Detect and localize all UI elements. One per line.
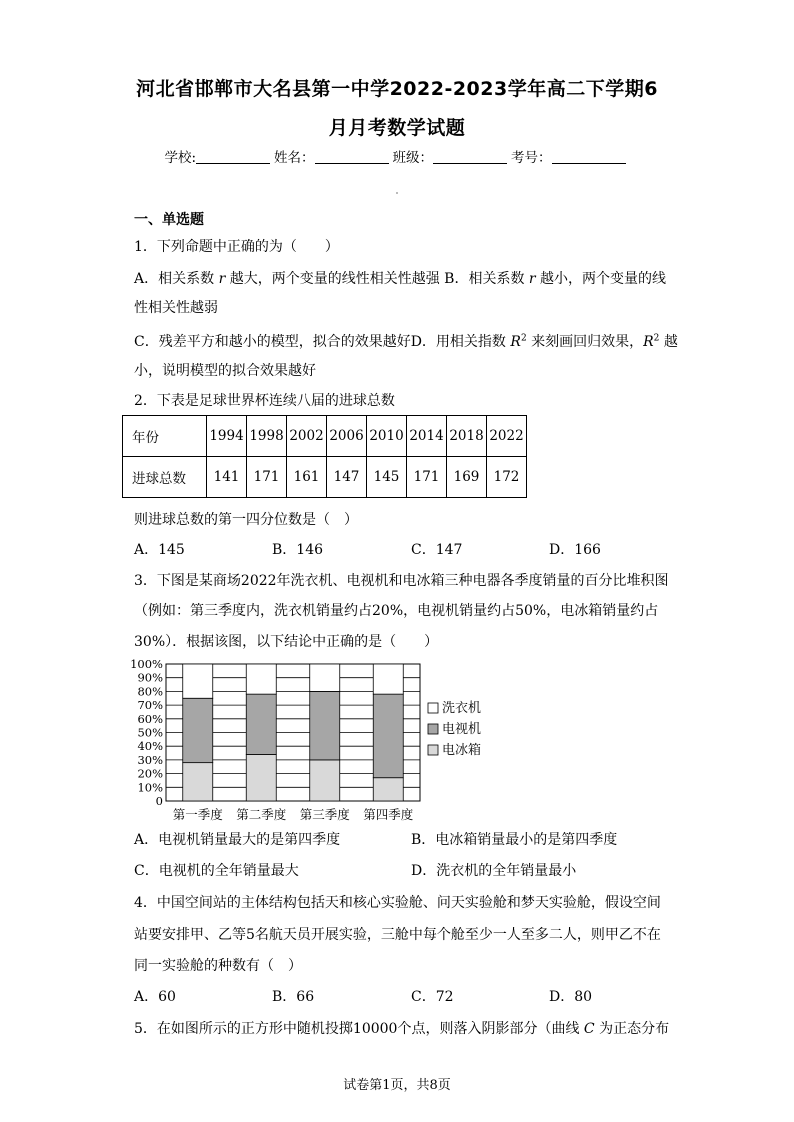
q3-line3: 30%）．根据该图，以下结论中正确的是（ ） <box>134 634 439 650</box>
table-cell: 2014 <box>407 416 447 457</box>
table-cell: 141 <box>207 457 247 498</box>
q1-var-r2: r <box>528 271 536 287</box>
q3-option-c[interactable]: C．电视机的全年销量最大 <box>134 863 299 879</box>
bar-segment <box>183 698 213 762</box>
q1-option-b-text: 越大，两个变量的线性相关性越强 B．相关系数 <box>225 271 529 287</box>
class-field[interactable] <box>433 151 507 164</box>
legend-swatch <box>428 703 438 713</box>
q5-text-a: 5．在如图所示的正方形中随机投掷10000个点，则落入阴影部分（曲线 <box>134 1021 584 1037</box>
q4-line1: 4．中国空间站的主体结构包括天和核心实验舱、问天实验舱和梦天实验舱，假设空间 <box>134 895 661 911</box>
y-tick-label: 100% <box>130 657 163 671</box>
q4-option-a[interactable]: A．60 <box>134 989 176 1005</box>
q1-options-ab <box>134 268 666 288</box>
q1-option-b-end: 越小，两个变量的线 <box>535 271 667 287</box>
table-row <box>123 416 527 457</box>
q3-line2: （例如：第三季度内，洗衣机销量约占20%，电视机销量约占50%，电冰箱销量约占 <box>134 603 659 619</box>
exam-title-line1: 河北省邯郸市大名县第一中学2022-2023学年高二下学期6 <box>136 78 658 100</box>
table-cell: 169 <box>447 457 487 498</box>
table-cell: 171 <box>407 457 447 498</box>
q3-option-a[interactable]: A．电视机销量最大的是第四季度 <box>134 832 341 848</box>
q2-stem: 2．下表是足球世界杯连续八届的进球总数 <box>134 393 395 409</box>
q3-option-d[interactable]: D．洗衣机的全年销量最小 <box>411 863 577 879</box>
exam-title-line2: 月月考数学试题 <box>328 117 466 139</box>
q2-option-d[interactable]: D．166 <box>549 542 601 558</box>
table-cell: 2010 <box>367 416 407 457</box>
y-tick-label: 60% <box>137 711 163 726</box>
x-tick-label: 第一季度 <box>172 807 223 822</box>
table-cell: 172 <box>487 457 527 498</box>
x-tick-label: 第三季度 <box>299 807 350 822</box>
y-tick-label: 40% <box>137 739 163 754</box>
y-tick-label: 50% <box>137 725 163 740</box>
table-cell: 2022 <box>487 416 527 457</box>
decorative-dot <box>396 192 398 194</box>
page-footer: 试卷第1页，共8页 <box>343 1078 451 1093</box>
table-row <box>123 457 527 498</box>
school-label: 学校: <box>164 150 197 166</box>
y-tick-label: 30% <box>137 752 163 767</box>
legend-swatch <box>428 745 438 755</box>
worldcup-goals-table <box>122 415 527 498</box>
table-cell: 1998 <box>247 416 287 457</box>
q4-option-b[interactable]: B．66 <box>272 989 315 1005</box>
stacked-bar-chart <box>122 657 492 827</box>
q4-option-d[interactable]: D．80 <box>549 989 593 1005</box>
legend-label: 洗衣机 <box>442 701 482 716</box>
q1-var-R: R <box>510 334 521 350</box>
q1-options-cd <box>134 331 678 351</box>
bar-segment <box>246 664 276 694</box>
table-cell: 1994 <box>207 416 247 457</box>
y-tick-label: 70% <box>137 698 163 713</box>
number-field[interactable] <box>552 151 626 164</box>
q1-stem: 1．下列命题中正确的为（ ） <box>134 239 339 255</box>
table-cell: 2006 <box>327 416 367 457</box>
table-row-header: 进球总数 <box>123 457 207 498</box>
bar-segment <box>373 694 403 778</box>
q3-option-b[interactable]: B．电冰箱销量最小的是第四季度 <box>411 832 618 848</box>
legend-label: 电视机 <box>442 722 482 737</box>
number-label: 考号： <box>511 150 552 166</box>
section-heading: 一、单选题 <box>134 212 204 228</box>
table-cell: 147 <box>327 457 367 498</box>
y-tick-label: 20% <box>137 766 163 781</box>
q5-line1 <box>134 1018 669 1038</box>
table-row-header: 年份 <box>123 416 207 457</box>
bar-segment <box>183 763 213 801</box>
q1-option-d-end: 越 <box>659 334 678 350</box>
table-cell: 2018 <box>447 416 487 457</box>
x-tick-label: 第二季度 <box>236 807 287 822</box>
bar-segment <box>246 694 276 754</box>
bar-segment <box>373 778 403 801</box>
q5-text-b: 为正态分布 <box>594 1021 670 1037</box>
q2-question: 则进球总数的第一四分位数是（ ） <box>134 512 358 528</box>
class-label: 班级： <box>392 150 434 166</box>
q1-option-d-cont: 小，说明模型的拟合效果越好 <box>134 363 316 379</box>
bar-segment <box>310 664 340 691</box>
y-tick-label: 0 <box>155 794 163 808</box>
table-cell: 145 <box>367 457 407 498</box>
table-cell: 2002 <box>287 416 327 457</box>
q1-sup-2: 2 <box>520 333 527 344</box>
bar-segment <box>310 760 340 801</box>
q1-option-b-cont: 性相关性越弱 <box>134 300 218 316</box>
q1-var-R2: R <box>643 334 654 350</box>
legend-swatch <box>428 724 438 734</box>
q4-line3: 同一实验舱的种数有（ ） <box>134 958 302 974</box>
q4-option-c[interactable]: C．72 <box>411 989 454 1005</box>
q1-option-d-text: 来刻画回归效果， <box>526 334 644 350</box>
x-tick-label: 第四季度 <box>363 807 414 822</box>
q1-option-a-text: A．相关系数 <box>134 271 219 287</box>
q1-sup-2b: 2 <box>653 333 660 344</box>
y-tick-label: 10% <box>137 780 163 795</box>
name-field[interactable] <box>315 151 389 164</box>
q2-option-a[interactable]: A．145 <box>134 542 185 558</box>
y-tick-label: 80% <box>137 684 163 699</box>
bar-segment <box>373 664 403 694</box>
bar-segment <box>246 754 276 801</box>
school-field[interactable] <box>196 151 270 164</box>
q1-option-c-text: C．残差平方和越小的模型，拟合的效果越好D．用相关指数 <box>134 334 511 350</box>
bar-segment <box>183 664 213 698</box>
table-cell: 161 <box>287 457 327 498</box>
table-cell: 171 <box>247 457 287 498</box>
name-label: 姓名： <box>274 150 315 166</box>
q2-option-b[interactable]: B．146 <box>272 542 324 558</box>
student-info-row <box>0 146 794 166</box>
q4-line2: 站要安排甲、乙等5名航天员开展实验，三舱中每个舱至少一人至多二人，则甲乙不在 <box>134 927 661 943</box>
q3-line1: 3．下图是某商场2022年洗衣机、电视机和电冰箱三种电器各季度销量的百分比堆积图 <box>134 573 669 589</box>
q1-var-r: r <box>218 271 226 287</box>
q5-var-C: C <box>583 1021 595 1037</box>
bar-segment <box>310 691 340 760</box>
legend-label: 电冰箱 <box>442 743 482 758</box>
q2-option-c[interactable]: C．147 <box>411 542 463 558</box>
y-tick-label: 90% <box>137 670 163 685</box>
